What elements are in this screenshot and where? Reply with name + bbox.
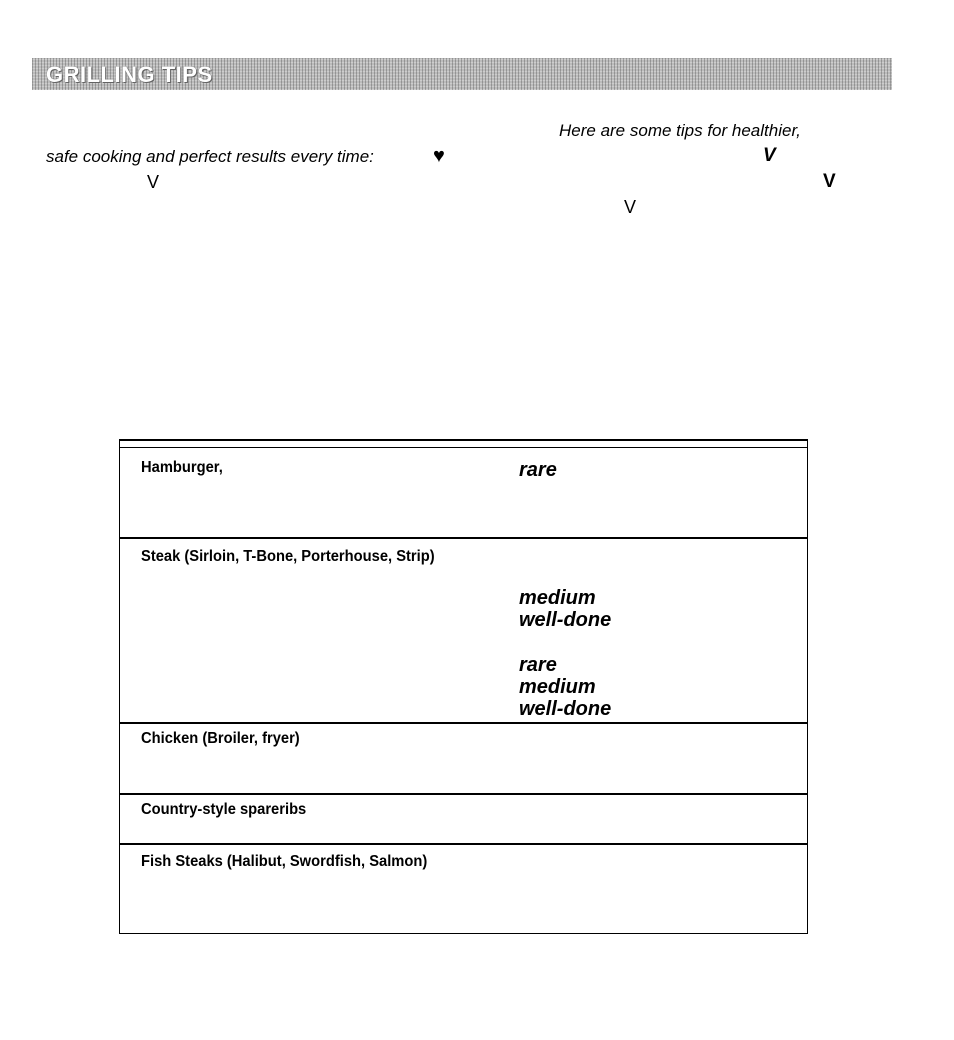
doneness-label: medium [519, 676, 596, 698]
section-title: GRILLING TIPS [46, 62, 213, 87]
doneness-label: well-done [519, 609, 612, 631]
grilling-table [119, 439, 808, 934]
row-divider [120, 843, 807, 845]
check-mark-icon: V [823, 171, 836, 192]
check-mark-icon: V [624, 197, 637, 217]
row-divider [120, 537, 807, 539]
row-label-fish-steaks: Fish Steaks (Halibut, Swordfish, Salmon) [141, 853, 428, 870]
check-mark-icon: V [763, 145, 776, 166]
doneness-label: medium [519, 587, 596, 609]
table-top-rule [120, 439, 807, 441]
row-label-hamburger: Hamburger, [141, 459, 223, 476]
intro-line-1: Here are some tips for healthier, [559, 121, 801, 140]
heart-bullet-icon: ♥ [433, 145, 445, 167]
intro-line-2: safe cooking and perfect results every time: [46, 147, 374, 166]
row-divider [120, 722, 807, 724]
row-label-steak: Steak (Sirloin, T-Bone, Porterhouse, Strip) [141, 548, 435, 565]
row-label-spareribs: Country-style spareribs [141, 801, 307, 818]
check-mark-icon: V [147, 172, 160, 192]
section-header-banner [32, 58, 892, 90]
doneness-label: rare [519, 459, 557, 481]
doneness-label: rare [519, 654, 557, 676]
doneness-label: well-done [519, 698, 612, 720]
row-divider [120, 793, 807, 795]
row-label-chicken: Chicken (Broiler, fryer) [141, 730, 300, 747]
table-top-rule [120, 447, 807, 448]
